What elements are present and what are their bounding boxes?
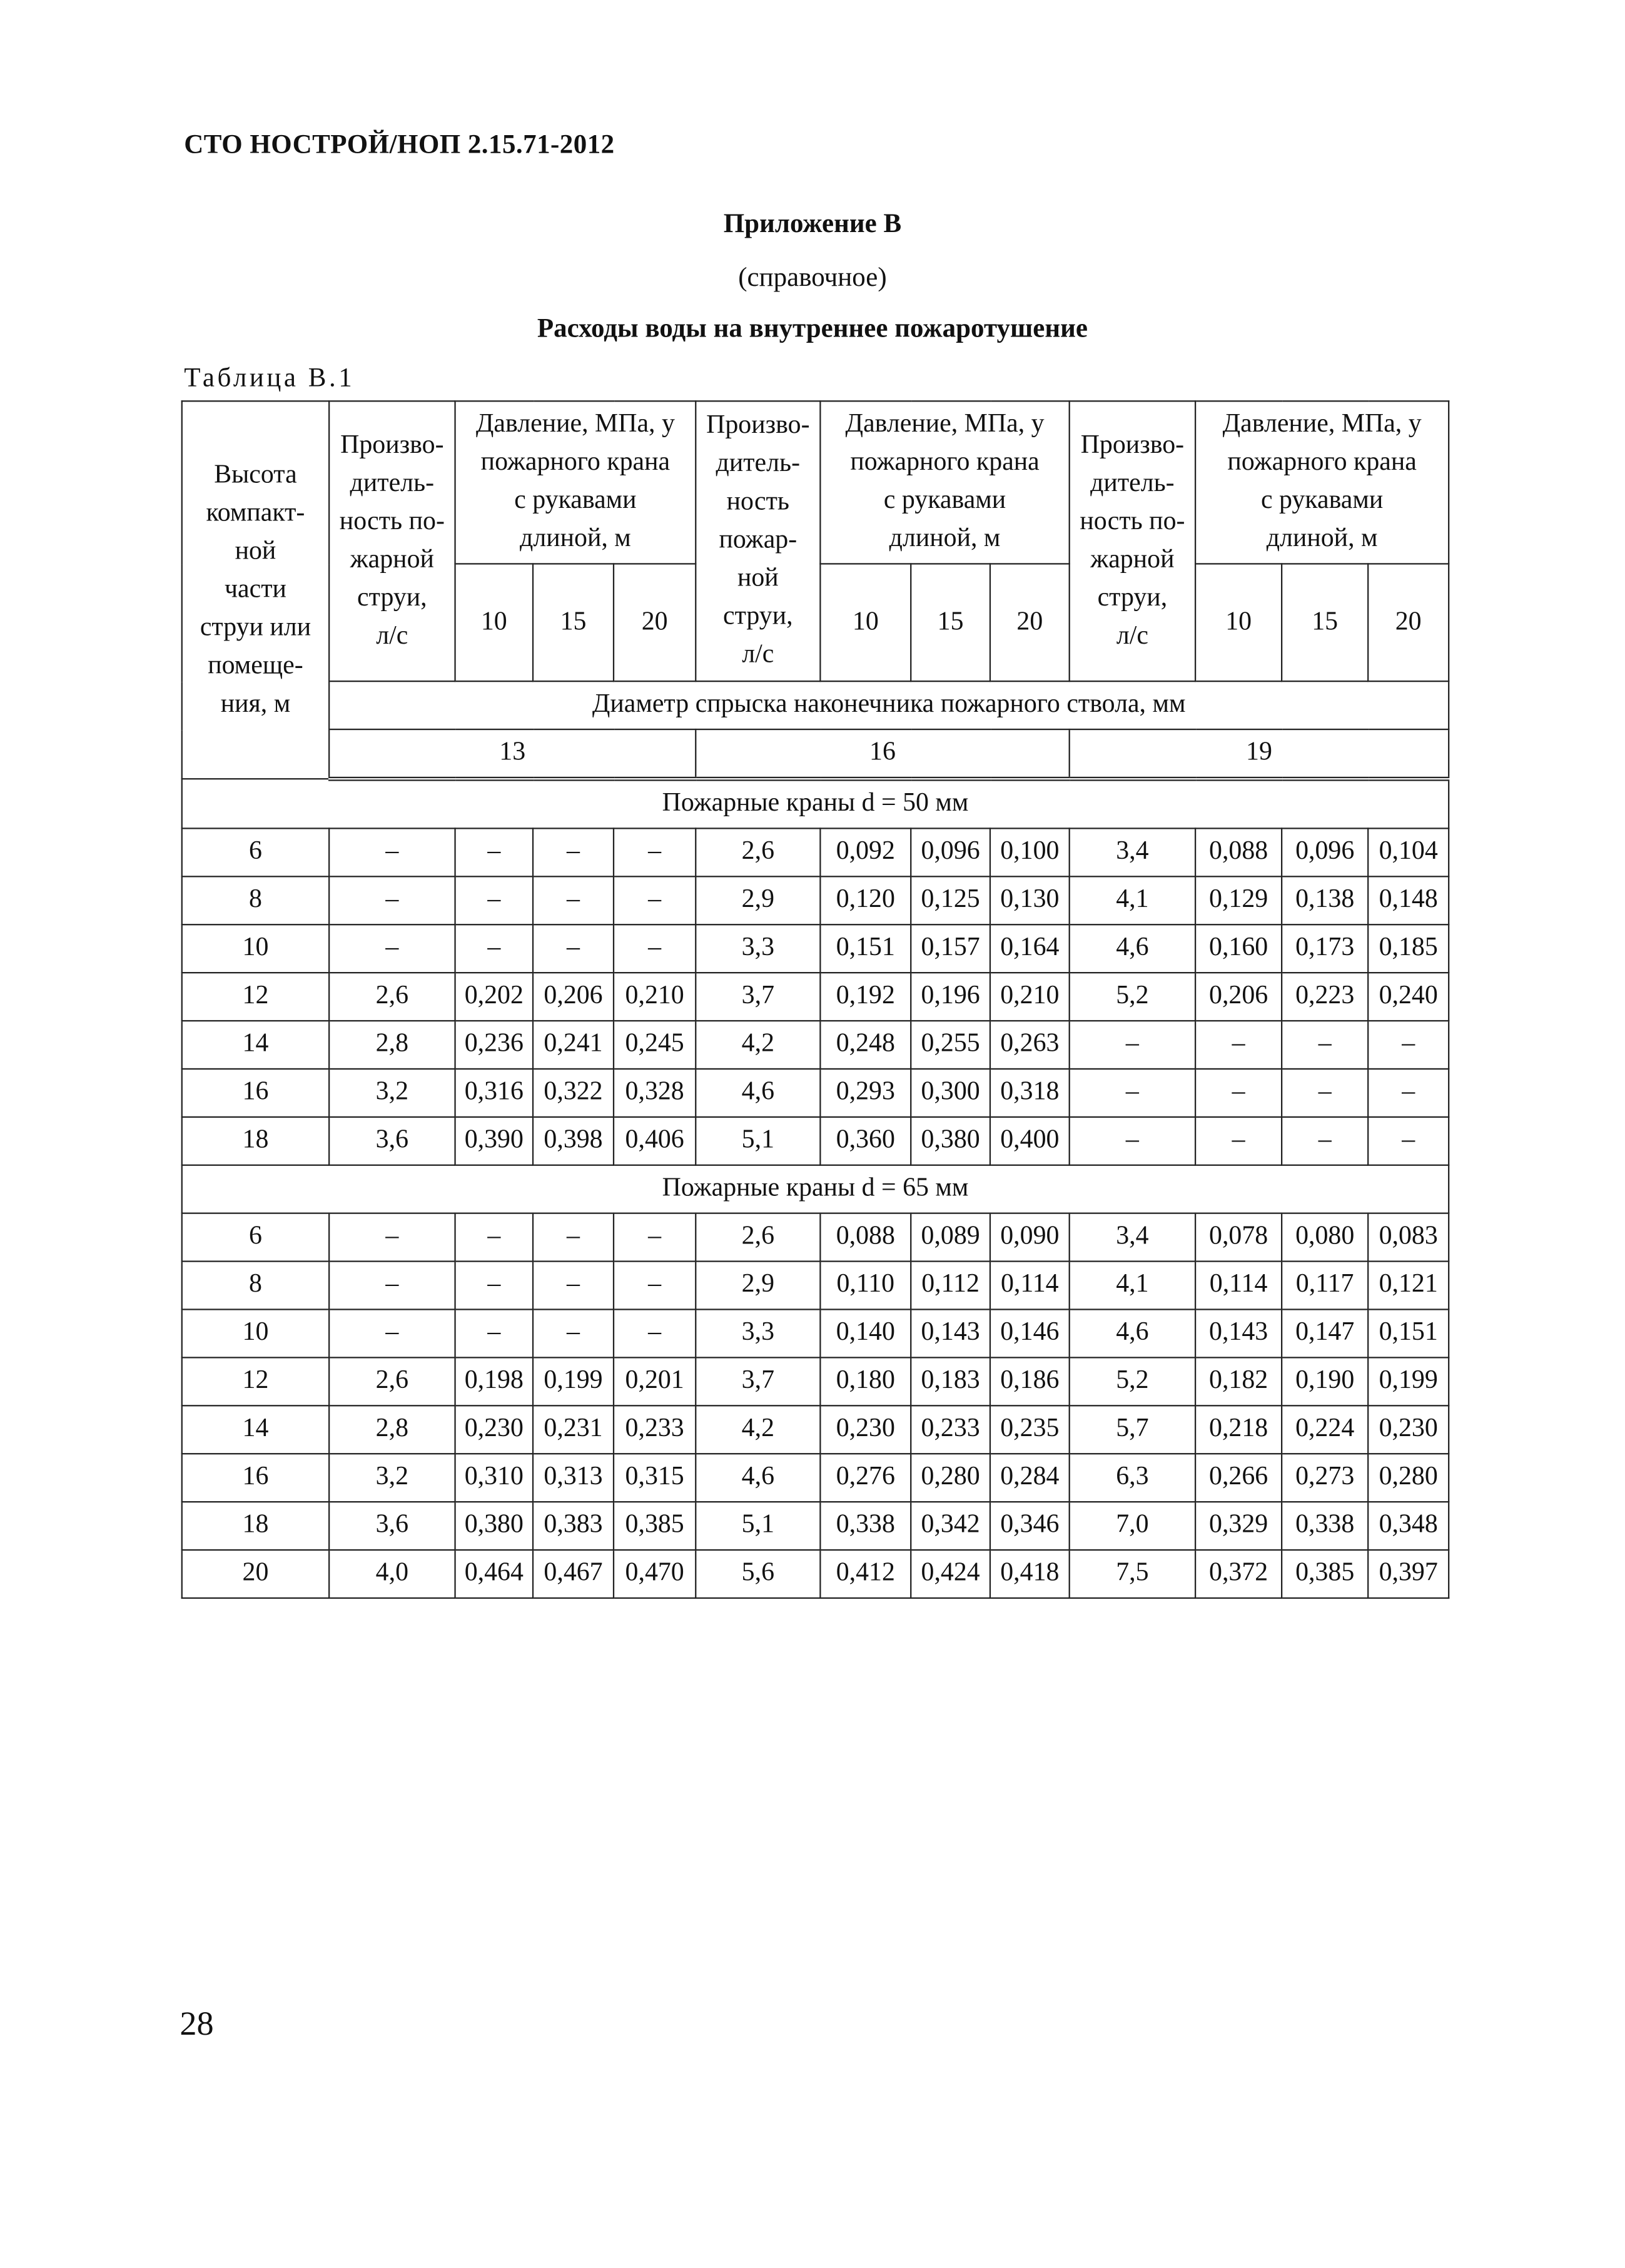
table-cell: 10 bbox=[182, 1309, 329, 1357]
table-cell: – bbox=[329, 1213, 455, 1262]
table-cell: 6,3 bbox=[1070, 1454, 1195, 1502]
table-cell: 0,280 bbox=[1368, 1454, 1449, 1502]
table-cell: 0,143 bbox=[1195, 1309, 1282, 1357]
header-pressure-13-text: Давление, МПа, у пожарного крана с рукавами длиной, м bbox=[475, 410, 675, 554]
table-row bbox=[182, 1262, 1449, 1310]
section-row bbox=[182, 779, 1449, 828]
water-flow-table bbox=[181, 400, 1450, 1599]
table-cell: 0,424 bbox=[911, 1550, 990, 1598]
nozzle-diameter-19: 19 bbox=[1070, 729, 1449, 779]
table-row bbox=[182, 1550, 1449, 1598]
table-cell: 3,3 bbox=[696, 1309, 820, 1357]
nozzle-caption-row bbox=[182, 681, 1449, 729]
table-cell: 5,6 bbox=[696, 1550, 820, 1598]
table-cell: 7,5 bbox=[1070, 1550, 1195, 1598]
table-cell: 0,342 bbox=[911, 1502, 990, 1550]
table-cell: – bbox=[614, 1262, 696, 1310]
table-cell: – bbox=[533, 924, 614, 973]
table-cell: – bbox=[455, 1309, 533, 1357]
hose-length-20: 20 bbox=[1368, 564, 1449, 681]
table-cell: 0,146 bbox=[990, 1309, 1070, 1357]
table-cell: 2,6 bbox=[329, 1357, 455, 1405]
table-cell: 0,360 bbox=[820, 1117, 911, 1165]
header-productivity-16-text: Произво- дитель- ность пожар- ной струи, л/с bbox=[706, 412, 810, 669]
table-cell: 0,245 bbox=[614, 1021, 696, 1069]
table-cell: 6 bbox=[182, 828, 329, 876]
table-cell: 20 bbox=[182, 1550, 329, 1598]
table-cell: 2,8 bbox=[329, 1021, 455, 1069]
table-cell: – bbox=[455, 924, 533, 973]
table-cell: – bbox=[1368, 1117, 1449, 1165]
table-cell: 16 bbox=[182, 1069, 329, 1117]
table-cell: 0,231 bbox=[533, 1405, 614, 1454]
table-cell: 0,322 bbox=[533, 1069, 614, 1117]
table-cell: 4,6 bbox=[696, 1069, 820, 1117]
table-cell: 0,104 bbox=[1368, 828, 1449, 876]
header-pressure-16 bbox=[820, 401, 1069, 564]
table-cell: 0,096 bbox=[1282, 828, 1368, 876]
table-cell: 0,273 bbox=[1282, 1454, 1368, 1502]
table-cell: – bbox=[329, 828, 455, 876]
table-cell: 0,218 bbox=[1195, 1405, 1282, 1454]
table-cell: 0,328 bbox=[614, 1069, 696, 1117]
table-row bbox=[182, 924, 1449, 973]
table-cell: 0,418 bbox=[990, 1550, 1070, 1598]
table-cell: 0,318 bbox=[990, 1069, 1070, 1117]
table-cell: 0,348 bbox=[1368, 1502, 1449, 1550]
table-body bbox=[182, 401, 1449, 1598]
hose-length-15: 15 bbox=[1282, 564, 1368, 681]
table-cell: – bbox=[614, 876, 696, 924]
table-cell: 0,196 bbox=[911, 973, 990, 1021]
table-cell: 0,206 bbox=[1195, 973, 1282, 1021]
table-row bbox=[182, 1213, 1449, 1262]
table-row bbox=[182, 1117, 1449, 1165]
table-cell: 0,233 bbox=[614, 1405, 696, 1454]
table-cell: 3,6 bbox=[329, 1117, 455, 1165]
table-cell: 3,7 bbox=[696, 973, 820, 1021]
table-cell: 18 bbox=[182, 1502, 329, 1550]
table-cell: 0,313 bbox=[533, 1454, 614, 1502]
table-row bbox=[182, 1405, 1449, 1454]
table-cell: 0,230 bbox=[820, 1405, 911, 1454]
table-cell: – bbox=[533, 1262, 614, 1310]
table-cell: 2,9 bbox=[696, 876, 820, 924]
table-cell: 3,2 bbox=[329, 1454, 455, 1502]
table-cell: 0,372 bbox=[1195, 1550, 1282, 1598]
table-cell: – bbox=[533, 1309, 614, 1357]
page-number: 28 bbox=[180, 2006, 214, 2043]
table-cell: – bbox=[329, 1262, 455, 1310]
table-cell: – bbox=[1195, 1117, 1282, 1165]
table-cell: 0,470 bbox=[614, 1550, 696, 1598]
table-cell: 0,164 bbox=[990, 924, 1070, 973]
table-cell: 0,125 bbox=[911, 876, 990, 924]
table-cell: 14 bbox=[182, 1405, 329, 1454]
table-cell: – bbox=[1070, 1069, 1195, 1117]
table-cell: 0,236 bbox=[455, 1021, 533, 1069]
hose-length-10: 10 bbox=[455, 564, 533, 681]
table-cell: 4,2 bbox=[696, 1021, 820, 1069]
table-cell: 3,7 bbox=[696, 1357, 820, 1405]
table-cell: 0,206 bbox=[533, 973, 614, 1021]
table-cell: 0,129 bbox=[1195, 876, 1282, 924]
table-cell: 4,0 bbox=[329, 1550, 455, 1598]
header-height-text: Высота компакт- ной части струи или помеще- ния, м bbox=[200, 460, 311, 718]
table-cell: 0,180 bbox=[820, 1357, 911, 1405]
table-cell: 0,380 bbox=[911, 1117, 990, 1165]
table-cell: 0,263 bbox=[990, 1021, 1070, 1069]
table-cell: 6 bbox=[182, 1213, 329, 1262]
table-row bbox=[182, 1502, 1449, 1550]
table-cell: 0,096 bbox=[911, 828, 990, 876]
table-row bbox=[182, 1021, 1449, 1069]
table-cell: 0,110 bbox=[820, 1262, 911, 1310]
table-cell: 2,6 bbox=[329, 973, 455, 1021]
table-row bbox=[182, 828, 1449, 876]
table-cell: 0,280 bbox=[911, 1454, 990, 1502]
header-height bbox=[182, 401, 329, 779]
table-cell: 0,385 bbox=[1282, 1550, 1368, 1598]
table-cell: – bbox=[1282, 1069, 1368, 1117]
table-cell: 16 bbox=[182, 1454, 329, 1502]
table-cell: 0,467 bbox=[533, 1550, 614, 1598]
table-cell: 5,1 bbox=[696, 1502, 820, 1550]
hose-length-10: 10 bbox=[820, 564, 911, 681]
table-cell: 0,192 bbox=[820, 973, 911, 1021]
table-cell: 2,9 bbox=[696, 1262, 820, 1310]
table-cell: 0,230 bbox=[1368, 1405, 1449, 1454]
table-cell: 0,089 bbox=[911, 1213, 990, 1262]
table-cell: – bbox=[1282, 1117, 1368, 1165]
table-cell: 0,284 bbox=[990, 1454, 1070, 1502]
nozzle-diameter-16: 16 bbox=[696, 729, 1069, 779]
table-cell: 0,383 bbox=[533, 1502, 614, 1550]
table-cell: 0,088 bbox=[1195, 828, 1282, 876]
table-cell: 8 bbox=[182, 876, 329, 924]
table-cell: 0,198 bbox=[455, 1357, 533, 1405]
table-cell: 0,088 bbox=[820, 1213, 911, 1262]
table-cell: 0,300 bbox=[911, 1069, 990, 1117]
table-cell: 0,346 bbox=[990, 1502, 1070, 1550]
table-cell: 0,266 bbox=[1195, 1454, 1282, 1502]
table-cell: 0,130 bbox=[990, 876, 1070, 924]
header-productivity-13 bbox=[329, 401, 455, 681]
table-cell: 0,310 bbox=[455, 1454, 533, 1502]
table-cell: 3,4 bbox=[1070, 828, 1195, 876]
table-cell: 3,3 bbox=[696, 924, 820, 973]
table-cell: 0,199 bbox=[1368, 1357, 1449, 1405]
table-cell: 0,248 bbox=[820, 1021, 911, 1069]
hose-length-20: 20 bbox=[614, 564, 696, 681]
table-cell: 4,6 bbox=[1070, 924, 1195, 973]
table-cell: – bbox=[329, 876, 455, 924]
table-cell: 0,151 bbox=[820, 924, 911, 973]
table-cell: – bbox=[329, 924, 455, 973]
header-pressure-19 bbox=[1195, 401, 1449, 564]
header-pressure-16-text: Давление, МПа, у пожарного крана с рукавами длиной, м bbox=[845, 410, 1045, 554]
header-productivity-13-text: Произво- дитель- ность по- жарной струи, л/с bbox=[339, 430, 445, 651]
appendix-heading: Расходы воды на внутреннее пожаротушение bbox=[537, 314, 1088, 344]
table-cell: 0,240 bbox=[1368, 973, 1449, 1021]
table-cell: 0,083 bbox=[1368, 1213, 1449, 1262]
table-cell: 0,329 bbox=[1195, 1502, 1282, 1550]
table-cell: 0,148 bbox=[1368, 876, 1449, 924]
table-cell: 0,190 bbox=[1282, 1357, 1368, 1405]
table-cell: 0,224 bbox=[1282, 1405, 1368, 1454]
table-cell: 0,315 bbox=[614, 1454, 696, 1502]
table-cell: – bbox=[1070, 1021, 1195, 1069]
nozzle-diameter-13: 13 bbox=[329, 729, 696, 779]
table-cell: 14 bbox=[182, 1021, 329, 1069]
table-cell: 0,464 bbox=[455, 1550, 533, 1598]
table-cell: – bbox=[1195, 1021, 1282, 1069]
table-cell: – bbox=[455, 1262, 533, 1310]
section-row bbox=[182, 1165, 1449, 1213]
table-cell: 0,241 bbox=[533, 1021, 614, 1069]
table-row bbox=[182, 1454, 1449, 1502]
header-productivity-19-text: Произво- дитель- ность по- жарной струи, л/с bbox=[1080, 430, 1185, 651]
table-cell: 4,6 bbox=[696, 1454, 820, 1502]
table-label: Таблица В.1 bbox=[184, 363, 355, 393]
table-cell: 3,6 bbox=[329, 1502, 455, 1550]
table-row bbox=[182, 1069, 1449, 1117]
table-cell: 0,201 bbox=[614, 1357, 696, 1405]
table-cell: 0,112 bbox=[911, 1262, 990, 1310]
table-cell: 0,183 bbox=[911, 1357, 990, 1405]
table-cell: 5,1 bbox=[696, 1117, 820, 1165]
hose-length-15: 15 bbox=[911, 564, 990, 681]
appendix-title: Приложение В bbox=[723, 209, 902, 240]
table-cell: 0,385 bbox=[614, 1502, 696, 1550]
table-cell: 0,210 bbox=[990, 973, 1070, 1021]
table-cell: 2,8 bbox=[329, 1405, 455, 1454]
table-cell: 0,090 bbox=[990, 1213, 1070, 1262]
table-cell: 0,143 bbox=[911, 1309, 990, 1357]
table-cell: 0,078 bbox=[1195, 1213, 1282, 1262]
table-cell: 0,114 bbox=[990, 1262, 1070, 1310]
table-cell: 0,114 bbox=[1195, 1262, 1282, 1310]
table-cell: – bbox=[533, 1213, 614, 1262]
table-cell: 0,121 bbox=[1368, 1262, 1449, 1310]
table-cell: 0,080 bbox=[1282, 1213, 1368, 1262]
table-row bbox=[182, 973, 1449, 1021]
table-cell: – bbox=[1070, 1117, 1195, 1165]
table-cell: 0,397 bbox=[1368, 1550, 1449, 1598]
table-cell: 0,202 bbox=[455, 973, 533, 1021]
table-cell: 3,4 bbox=[1070, 1213, 1195, 1262]
table-cell: – bbox=[1368, 1069, 1449, 1117]
table-cell: 2,6 bbox=[696, 1213, 820, 1262]
hose-length-20: 20 bbox=[990, 564, 1070, 681]
table-cell: – bbox=[533, 876, 614, 924]
table-cell: 0,400 bbox=[990, 1117, 1070, 1165]
table-cell: 0,120 bbox=[820, 876, 911, 924]
table-cell: 0,100 bbox=[990, 828, 1070, 876]
nozzle-diameter-row bbox=[182, 729, 1449, 779]
table-cell: – bbox=[614, 924, 696, 973]
table-cell: 0,390 bbox=[455, 1117, 533, 1165]
table-cell: 4,1 bbox=[1070, 1262, 1195, 1310]
table-cell: 0,233 bbox=[911, 1405, 990, 1454]
header-productivity-19 bbox=[1070, 401, 1195, 681]
table-cell: 12 bbox=[182, 1357, 329, 1405]
table-cell: – bbox=[329, 1309, 455, 1357]
table-cell: 0,092 bbox=[820, 828, 911, 876]
table-cell: 0,380 bbox=[455, 1502, 533, 1550]
table-header-row bbox=[182, 401, 1449, 564]
section-title: Пожарные краны d = 65 мм bbox=[182, 1165, 1449, 1213]
table-cell: 0,230 bbox=[455, 1405, 533, 1454]
table-cell: 2,6 bbox=[696, 828, 820, 876]
table-cell: 0,157 bbox=[911, 924, 990, 973]
table-cell: 8 bbox=[182, 1262, 329, 1310]
table-row bbox=[182, 1309, 1449, 1357]
table-cell: 12 bbox=[182, 973, 329, 1021]
table-cell: 7,0 bbox=[1070, 1502, 1195, 1550]
header-pressure-13 bbox=[455, 401, 696, 564]
table-cell: 0,185 bbox=[1368, 924, 1449, 973]
table-cell: 0,223 bbox=[1282, 973, 1368, 1021]
table-cell: 3,2 bbox=[329, 1069, 455, 1117]
section-title: Пожарные краны d = 50 мм bbox=[182, 779, 1449, 828]
table-cell: – bbox=[614, 1309, 696, 1357]
table-cell: 0,406 bbox=[614, 1117, 696, 1165]
table-cell: – bbox=[614, 1213, 696, 1262]
table-cell: – bbox=[1282, 1021, 1368, 1069]
table-cell: 0,140 bbox=[820, 1309, 911, 1357]
table-row bbox=[182, 876, 1449, 924]
table-cell: 0,151 bbox=[1368, 1309, 1449, 1357]
hose-length-15: 15 bbox=[533, 564, 614, 681]
table-cell: 0,338 bbox=[1282, 1502, 1368, 1550]
document-code: СТО НОСТРОЙ/НОП 2.15.71-2012 bbox=[184, 130, 615, 160]
table-cell: 0,398 bbox=[533, 1117, 614, 1165]
nozzle-diameter-caption: Диаметр спрыска наконечника пожарного ствола, мм bbox=[329, 681, 1449, 729]
table-cell: – bbox=[455, 1213, 533, 1262]
table-cell: 4,2 bbox=[696, 1405, 820, 1454]
table-cell: 0,293 bbox=[820, 1069, 911, 1117]
table-cell: – bbox=[455, 828, 533, 876]
table-cell: – bbox=[1195, 1069, 1282, 1117]
table-cell: 5,7 bbox=[1070, 1405, 1195, 1454]
table-cell: – bbox=[533, 828, 614, 876]
table-cell: 0,412 bbox=[820, 1550, 911, 1598]
appendix-subtitle: (справочное) bbox=[738, 263, 887, 293]
table-cell: 0,316 bbox=[455, 1069, 533, 1117]
hose-length-10: 10 bbox=[1195, 564, 1282, 681]
table-cell: 4,1 bbox=[1070, 876, 1195, 924]
table-cell: 0,173 bbox=[1282, 924, 1368, 973]
table-cell: 0,117 bbox=[1282, 1262, 1368, 1310]
table-cell: 0,235 bbox=[990, 1405, 1070, 1454]
table-cell: 0,186 bbox=[990, 1357, 1070, 1405]
table-cell: 0,147 bbox=[1282, 1309, 1368, 1357]
table-cell: – bbox=[455, 876, 533, 924]
table-cell: 0,338 bbox=[820, 1502, 911, 1550]
table-cell: 0,199 bbox=[533, 1357, 614, 1405]
table-cell: – bbox=[1368, 1021, 1449, 1069]
table-cell: 0,160 bbox=[1195, 924, 1282, 973]
table-row bbox=[182, 1357, 1449, 1405]
table-cell: – bbox=[614, 828, 696, 876]
table-cell: 18 bbox=[182, 1117, 329, 1165]
header-pressure-19-text: Давление, МПа, у пожарного крана с рукавами длиной, м bbox=[1222, 410, 1422, 554]
table-cell: 0,138 bbox=[1282, 876, 1368, 924]
table-cell: 10 bbox=[182, 924, 329, 973]
table-cell: 0,182 bbox=[1195, 1357, 1282, 1405]
table-cell: 5,2 bbox=[1070, 973, 1195, 1021]
header-productivity-16 bbox=[696, 401, 820, 681]
table-cell: 0,210 bbox=[614, 973, 696, 1021]
table-cell: 4,6 bbox=[1070, 1309, 1195, 1357]
table-cell: 0,255 bbox=[911, 1021, 990, 1069]
table-cell: 5,2 bbox=[1070, 1357, 1195, 1405]
table-cell: 0,276 bbox=[820, 1454, 911, 1502]
